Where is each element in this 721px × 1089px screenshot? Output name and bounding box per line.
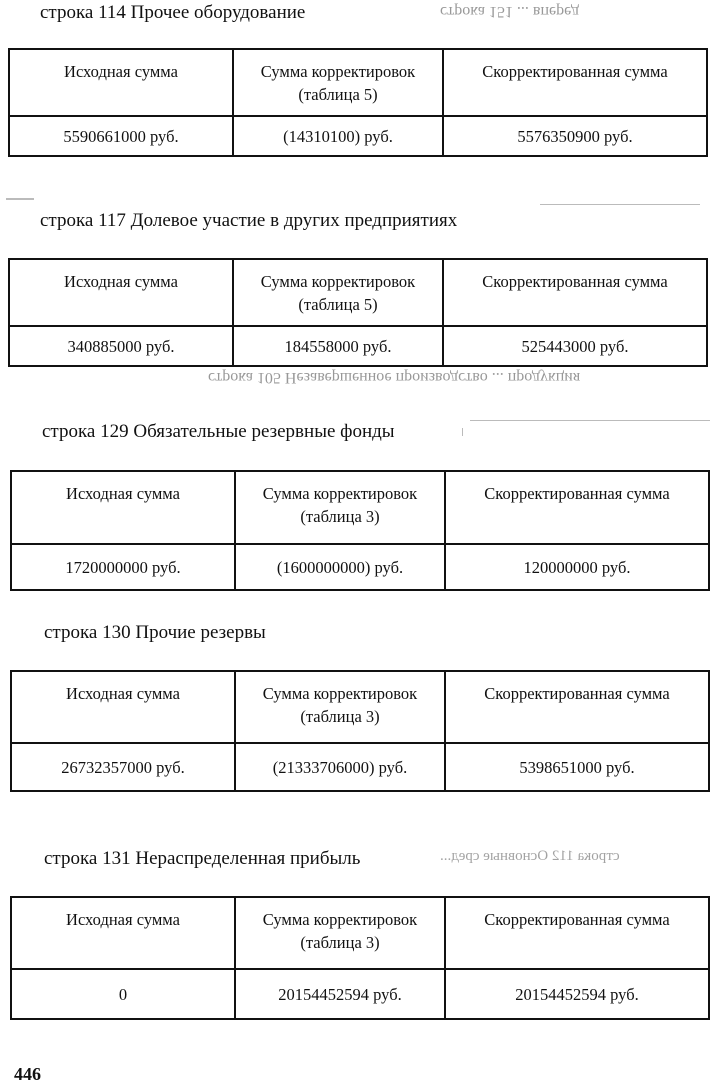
bleed-through-low: строка 112 Основные сред... xyxy=(440,848,620,864)
scan-speck xyxy=(6,198,34,200)
header-initial-sum: Исходная сумма xyxy=(11,897,235,969)
header-initial-sum: Исходная сумма xyxy=(9,49,233,116)
cell-corrected-sum: 525443000 руб. xyxy=(443,326,707,366)
header-adjustment-sum: Сумма корректировок (таблица 3) xyxy=(235,671,445,743)
section-title-line-129: строка 129 Обязательные резервные фонды xyxy=(42,421,395,442)
header-corrected-sum: Скорректированная сумма xyxy=(445,897,709,969)
cell-corrected-sum: 120000000 руб. xyxy=(445,544,709,590)
section-title-line-114: строка 114 Прочее оборудование xyxy=(40,2,306,23)
table-line-129 xyxy=(10,470,710,591)
scan-speck xyxy=(462,428,463,436)
cell-initial-sum: 26732357000 руб. xyxy=(11,743,235,791)
header-adjustment-sum: Сумма корректировок (таблица 5) xyxy=(233,49,443,116)
cell-initial-sum: 1720000000 руб. xyxy=(11,544,235,590)
cell-initial-sum: 0 xyxy=(11,969,235,1019)
bleed-through-top: строка 151 ... вперед xyxy=(440,3,580,20)
cell-adjustment-sum: (14310100) руб. xyxy=(233,116,443,156)
table-line-114 xyxy=(8,48,708,157)
cell-corrected-sum: 5398651000 руб. xyxy=(445,743,709,791)
header-adjustment-sum: Сумма корректировок (таблица 5) xyxy=(233,259,443,326)
header-initial-sum: Исходная сумма xyxy=(9,259,233,326)
header-initial-sum: Исходная сумма xyxy=(11,471,235,544)
cell-adjustment-sum: 184558000 руб. xyxy=(233,326,443,366)
section-title-line-131: строка 131 Нераспределенная прибыль xyxy=(44,848,361,869)
page-number: 446 xyxy=(14,1064,41,1084)
cell-initial-sum: 5590661000 руб. xyxy=(9,116,233,156)
header-corrected-sum: Скорректированная сумма xyxy=(445,471,709,544)
table-line-117 xyxy=(8,258,708,367)
header-initial-sum: Исходная сумма xyxy=(11,671,235,743)
cell-adjustment-sum: (21333706000) руб. xyxy=(235,743,445,791)
cell-adjustment-sum: 20154452594 руб. xyxy=(235,969,445,1019)
section-title-line-117: строка 117 Долевое участие в других предприятиях xyxy=(40,210,458,231)
cell-corrected-sum: 5576350900 руб. xyxy=(443,116,707,156)
header-adjustment-sum: Сумма корректировок (таблица 3) xyxy=(235,897,445,969)
table-line-130 xyxy=(10,670,710,792)
bleed-through-mid: строка 105 Незавершенное производство ... продукция xyxy=(208,369,581,386)
scan-speck xyxy=(540,204,700,205)
header-corrected-sum: Скорректированная сумма xyxy=(445,671,709,743)
scan-speck xyxy=(470,420,710,421)
cell-adjustment-sum: (1600000000) руб. xyxy=(235,544,445,590)
header-corrected-sum: Скорректированная сумма xyxy=(443,49,707,116)
cell-corrected-sum: 20154452594 руб. xyxy=(445,969,709,1019)
section-title-line-130: строка 130 Прочие резервы xyxy=(44,622,266,643)
header-adjustment-sum: Сумма корректировок (таблица 3) xyxy=(235,471,445,544)
table-line-131 xyxy=(10,896,710,1020)
header-corrected-sum: Скорректированная сумма xyxy=(443,259,707,326)
cell-initial-sum: 340885000 руб. xyxy=(9,326,233,366)
